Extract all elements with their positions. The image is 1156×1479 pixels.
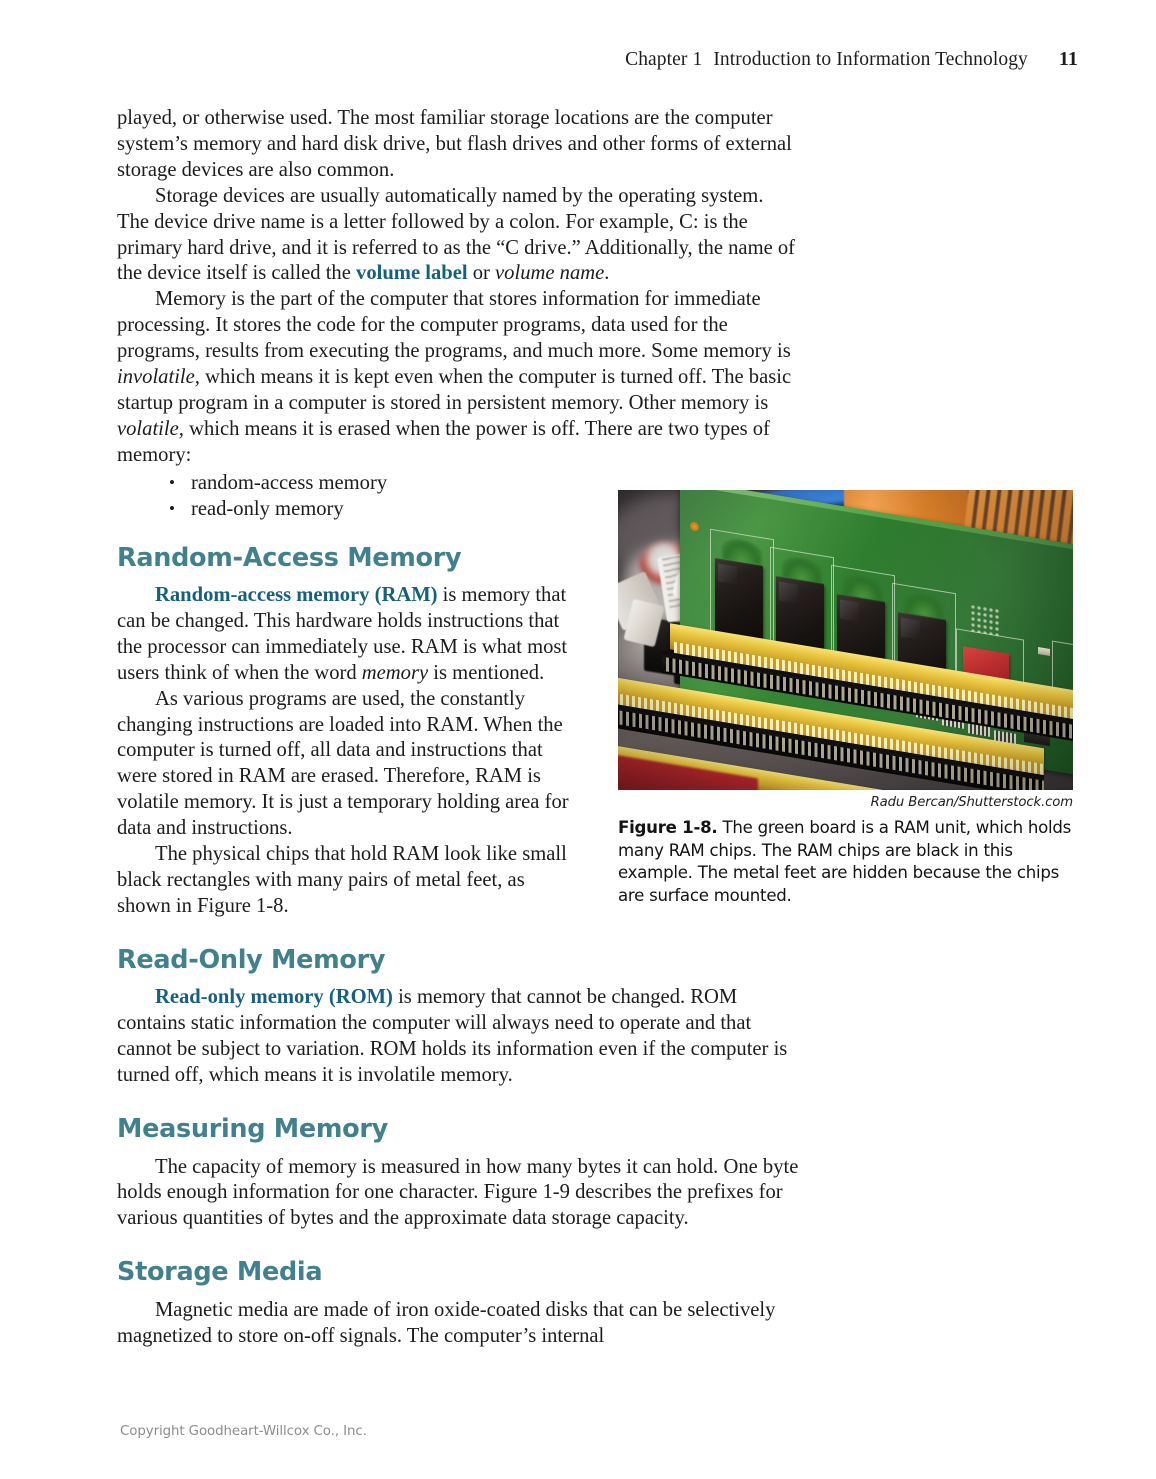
paragraph-ram-chips: The physical chips that hold RAM look like small black rectangles with many pairs of metal feet, as shown in Figure 1-8.	[117, 843, 567, 917]
heading-measuring-memory: Measuring Memory	[117, 1113, 388, 1144]
heading-random-access-memory: Random-Access Memory	[117, 542, 462, 573]
key-term-rom: Read-only memory (ROM)	[155, 986, 393, 1009]
figure-photo-credit: Radu Bercan/Shutterstock.com	[870, 795, 1073, 810]
paragraph-storage-naming	[117, 184, 799, 288]
italic-memory: memory	[361, 661, 429, 684]
heading-storage-media: Storage Media	[117, 1257, 323, 1288]
running-head	[117, 48, 1078, 71]
paragraph-text: is memory that cannot be changed. ROM contains static information the computer will always need to operate and that cannot be subject to variation. ROM holds its information even if the computer is turned off, which means it is involatile memory.	[117, 986, 788, 1087]
running-head-title: Introduction to Information Technology	[713, 49, 1028, 70]
paragraph-text: which means it is kept even when the computer is turned off. The basic startup program in a computer is stored in persistent memory. Other memory is	[117, 366, 792, 414]
paragraph-text: .	[604, 262, 610, 285]
paragraph-memory-intro	[117, 287, 799, 468]
paragraph-rom-definition	[117, 985, 799, 1089]
list-item: • random-access memory	[169, 471, 799, 497]
paragraph-ram-definition	[117, 583, 583, 687]
paragraph-measuring-memory: The capacity of memory is measured in how many bytes it can hold. One byte holds enough information for one character. Figure 1-9 describes the prefixes for various quantities of bytes and the approximate data storage capacity.	[117, 1155, 799, 1230]
paragraph-text: is mentioned.	[428, 661, 545, 684]
figure-label: Figure 1-8.	[618, 818, 718, 837]
running-head-chapter: Chapter 1	[625, 49, 703, 70]
paragraph-text: Memory is the part of the computer that stores information for immediate processing. It stores the code for the computer programs, data used for the programs, results from executing the programs, and much more. Some memory is	[117, 288, 791, 363]
paragraph-text: is memory that can be changed. This hardware holds instructions that the processor can immediately use. RAM is what most users think of when the word	[117, 584, 568, 684]
paragraph-text: which means it is erased when the power is off. There are two types of memory:	[117, 417, 770, 466]
italic-volume-name: volume name	[495, 262, 605, 285]
key-term-ram: Random-access memory (RAM)	[155, 584, 438, 607]
figure-caption	[618, 817, 1073, 907]
paragraph-storage-continuation	[117, 106, 799, 184]
list-item: • read-only memory	[169, 497, 799, 523]
paragraph-text: or	[467, 262, 496, 285]
paragraph-text: Storage devices are usually automatically named by the operating system. The device drive name is a letter followed by a colon. For example, C: is the primary hard drive, and it is referred to as the “C drive.” Additionally, the name of the device itself is called the	[117, 184, 796, 285]
paragraph-storage-media: Magnetic media are made of iron oxide-coated disks that can be selectively magnetized to store on-off signals. The computer’s internal	[117, 1298, 776, 1347]
copyright-footer: Copyright Goodheart-Willcox Co., Inc.	[120, 1424, 367, 1439]
figure-1-8	[618, 490, 1073, 907]
italic-involatile: involatile,	[117, 366, 200, 389]
heading-read-only-memory: Read-Only Memory	[117, 944, 386, 975]
paragraph-ram-volatility: As various programs are used, the constantly changing instructions are loaded into RAM. When the computer is turned off, all data and instructions that were stored in RAM are erased. Therefore, RAM is volatile memory. It is just a temporary holding area for data and instructions.	[117, 687, 569, 840]
page-number: 11	[1058, 48, 1078, 70]
key-term-volume-label: volume label	[356, 262, 468, 285]
figure-caption-text: The green board is a RAM unit, which holds many RAM chips. The RAM chips are black in this example. The metal feet are hidden because the chips are surface mounted.	[618, 818, 1072, 905]
figure-photo-ram-module	[618, 490, 1073, 790]
italic-volatile: volatile,	[117, 417, 184, 440]
photo-pad-array	[970, 604, 1000, 637]
paragraph-text: played, or otherwise used. The most familiar storage locations are the computer system’s memory and hard disk drive, but flash drives and other forms of external storage devices are also common.	[117, 107, 792, 181]
